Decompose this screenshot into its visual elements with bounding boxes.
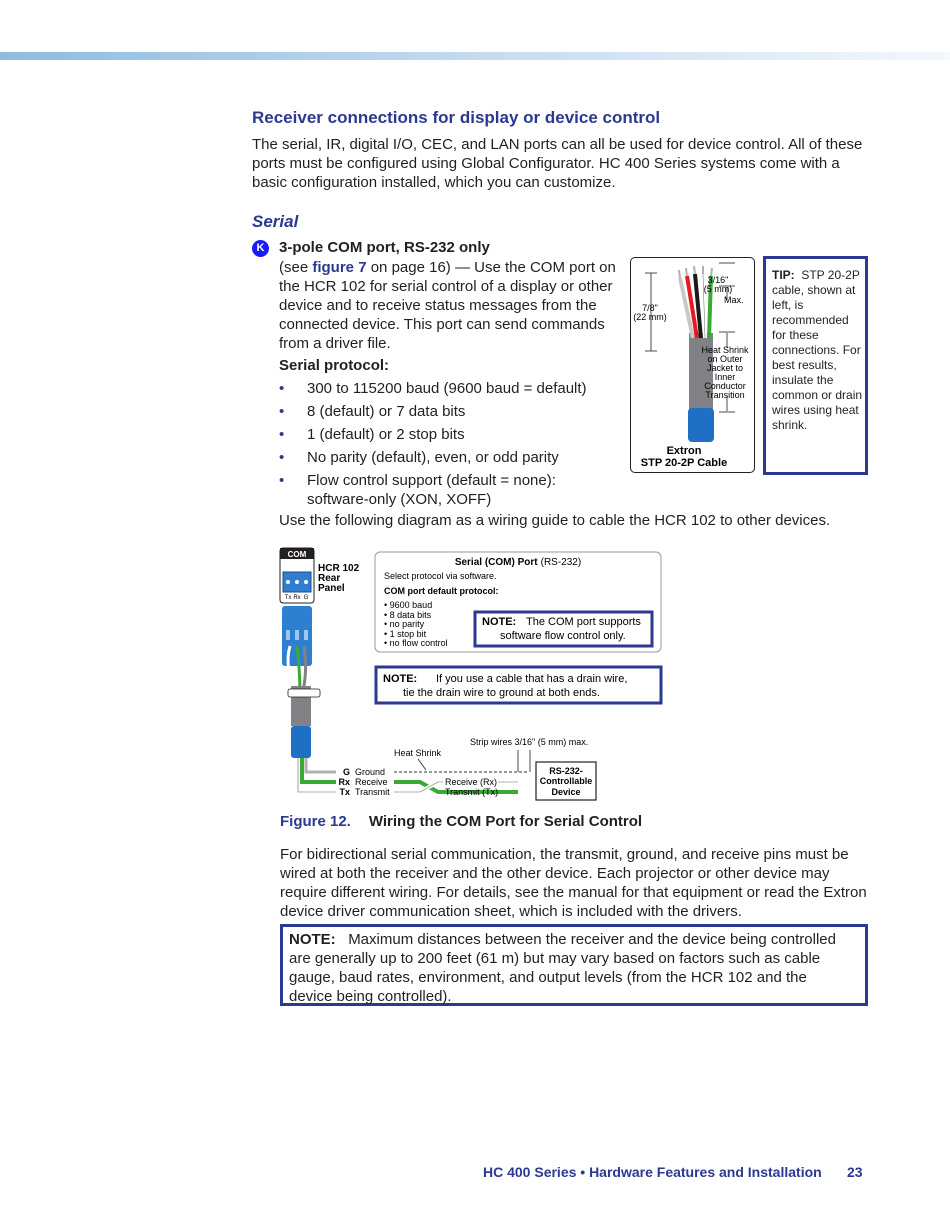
heat-shrink-label: Transition [705,390,745,400]
tip-label: TIP: [772,268,795,282]
device-label: Device [551,787,581,797]
heat-shrink-label: Heat Shrink [701,345,749,355]
dim-max-text: Max. [724,295,744,305]
terminal-screw-icon [304,580,308,584]
wire-pin-rx: Rx [338,777,350,787]
default-item: • 1 stop bit [384,629,427,639]
dim-left-mm-text: (22 mm) [633,312,667,322]
bullet-icon: • [279,472,285,489]
wiring-intro: Use the following diagram as a wiring guide to cable the HCR 102 to other devices. [279,512,831,529]
heat-shrink-label: Heat Shrink [394,748,442,758]
diagram-cable-boot [291,726,311,758]
list-item [279,425,609,444]
cable-label-brand: Extron [666,445,702,457]
distance-note-box [280,924,868,1006]
remote-transmit-label: Transmit (Tx) [445,787,499,797]
default-item: • no parity [384,619,425,629]
section-title: Receiver connections for display or device control [252,108,661,127]
device-label: Controllable [539,776,593,786]
intro-paragraph: The serial, IR, digital I/O, CEC, and LAN ports can all be used for device control. All of these ports must be configured using Global Configurator. HC 400 Series systems come with a basic configuration installed, which you can customize. [252,136,863,191]
list-item-text: 300 to 115200 baud (9600 baud = default) [307,380,587,397]
tip-body: STP 20-2P cable, shown at left, is recommended for these connections. For best results, insulate the common or drain wires using heat shrink. [772,268,863,432]
figure-7-link[interactable]: figure 7 [312,259,367,276]
tip-box [763,256,868,475]
g-wire-drain [306,758,336,772]
plug-screw-icon [286,630,290,640]
serial-port-title [455,557,581,568]
default-protocol-heading: COM port default protocol: [384,586,499,596]
panel-label: HCR 102 [318,563,360,574]
cable-tie [288,689,320,697]
com-port-description [279,258,619,353]
serial-title-bold: Serial (COM) Port [454,557,538,568]
com-wiring-diagram [278,546,678,806]
terminal-screw-icon [286,580,290,584]
dim-top-mm-text: (5 mm) [703,284,733,294]
page-footer: HC 400 Series • Hardware Features and Installation [483,1164,822,1180]
dim-top-text: 3/16" [707,275,729,285]
bidirectional-paragraph: For bidirectional serial communication, the transmit, ground, and receive pins must be wired at both the receiver and the other device. Each projector or other device may require different wiring. For details, see the manual for that equipment or read the Extron device driver communication sheet, which is included with the drivers. [280,846,867,920]
pin-label-rx: Rx [293,595,301,601]
remote-receive-label: Receive (Rx) [445,777,498,787]
com-label: COM [287,550,307,559]
serial-title-rest: (RS-232) [540,557,582,568]
com-port-heading: 3-pole COM port, RS-232 only [279,239,490,256]
bullet-icon: • [279,449,285,466]
cable-boot [688,408,714,442]
note-label: NOTE: [289,931,336,948]
list-item-text: 8 (default) or 7 data bits [307,403,466,420]
wire-pin-g: G [342,767,350,777]
list-item [279,471,609,509]
strip-wires-label: Strip wires 3/16" (5 mm) max. [470,737,589,747]
list-item [279,448,609,467]
note-text: Maximum distances between the receiver and the device being controlled are generally up to 200 feet (61 m) but may vary based on factors such as cable gauge, baud rates, environment, and output levels (from the HCR 102 and the device being controlled). [289,931,836,1005]
serial-protocol-heading: Serial protocol: [279,357,390,374]
wire-tip [694,266,695,274]
default-item: • 8 data bits [384,610,432,620]
heat-shrink-label: on Outer [707,354,743,364]
cable-label-model: STP 20-2P Cable [640,457,728,469]
figure-number: Figure 12. [280,813,351,830]
text-pre: (see [279,259,313,276]
bullet-icon: • [279,426,285,443]
pin-label-g: G [303,595,309,601]
wire-name-receive: Receive [355,777,388,787]
select-protocol-text: Select protocol via software. [384,571,497,581]
wire-tip [686,268,687,276]
wire-name-ground: Ground [355,767,386,777]
terminal-screw-icon [295,580,299,584]
note-text: tie the drain wire to ground at both ends. [403,687,600,699]
default-item: • no flow control [384,638,448,648]
distance-note [289,930,849,1006]
protocol-list [279,379,609,513]
cable-figure [630,257,755,473]
pin-label-tx: Tx [284,595,292,601]
panel-label: Rear [318,573,341,584]
list-item-text: Flow control support (default = none): software-only (XON, XOFF) [307,472,556,508]
heat-shrink-label: Jacket to [706,363,744,373]
bullet-icon: • [279,380,285,397]
subsection-title: Serial [252,212,299,231]
wire-tip [679,270,680,278]
note-text: If you use a cable that has a drain wire, [436,673,628,685]
header-gradient-bar [0,52,950,60]
plug-screw-icon [295,630,299,640]
note-text: software flow control only. [500,630,626,642]
stp-cable-illustration [631,258,754,472]
panel-label: Panel [318,583,345,594]
list-item-text: No parity (default), even, or odd parity [307,449,559,466]
note-label: NOTE: [482,616,517,628]
figure-title: Wiring the COM Port for Serial Control [368,813,643,830]
tip-text [772,268,864,433]
wire-pin-tx: Tx [339,787,350,797]
wiring-diagram [278,546,678,811]
heat-shrink-label: Conductor [704,381,746,391]
callout-badge: K [252,240,269,257]
text-post: on page 16) — Use the COM port on the HCR 102 for serial control of a display or other device and to receive status messages from the connected device. This port can send commands from a driver file. [279,259,616,352]
default-item: • 9600 baud [384,600,433,610]
heat-shrink-pointer [418,759,426,770]
list-item [279,402,609,421]
plug-screw-icon [304,630,308,640]
note-text: The COM port supports [526,616,641,628]
list-item-text: 1 (default) or 2 stop bits [307,426,465,443]
note-label: NOTE: [383,673,418,685]
bullet-icon: • [279,403,285,420]
page-number: 23 [847,1164,863,1180]
device-label: RS-232- [549,766,583,776]
figure-caption [280,813,642,830]
list-item [279,379,609,398]
heat-shrink-label: Inner [714,372,736,382]
dim-left-text: 7/8" [642,303,658,313]
wire-name-transmit: Transmit [355,787,390,797]
